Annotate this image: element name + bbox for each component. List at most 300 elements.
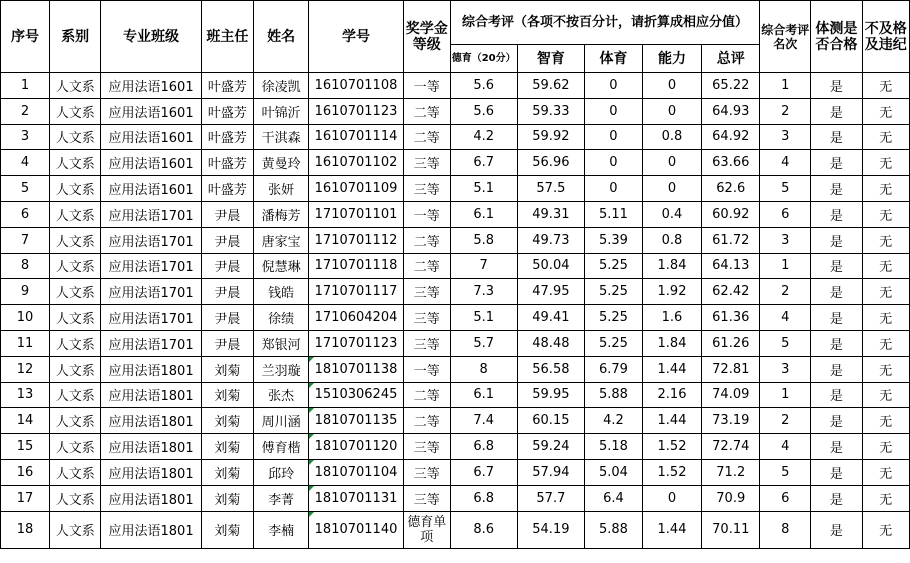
cell-dept: 人文系 xyxy=(49,227,100,253)
cell-class: 应用法语1701 xyxy=(101,253,201,279)
cell-fitness: 是 xyxy=(811,201,862,227)
cell-ability: 1.84 xyxy=(642,253,702,279)
cell-dept: 人文系 xyxy=(49,330,100,356)
cell-violation: 无 xyxy=(862,356,909,382)
cell-ability: 0.8 xyxy=(642,124,702,150)
cell-intellect: 57.5 xyxy=(517,176,585,202)
cell-sports: 5.25 xyxy=(585,330,643,356)
cell-award: 二等 xyxy=(403,124,450,150)
cell-intellect: 59.95 xyxy=(517,382,585,408)
cell-class: 应用法语1801 xyxy=(101,511,201,548)
cell-sports: 0 xyxy=(585,73,643,99)
cell-fitness: 是 xyxy=(811,253,862,279)
header-moral: 德育（20分） xyxy=(450,45,517,73)
cell-ability: 0.4 xyxy=(642,201,702,227)
cell-student-id: 1710701101 xyxy=(309,201,403,227)
table-row xyxy=(1,434,910,460)
cell-rank: 3 xyxy=(760,356,811,382)
cell-name: 傅育楷 xyxy=(254,434,309,460)
cell-rank: 6 xyxy=(760,201,811,227)
cell-dept: 人文系 xyxy=(49,124,100,150)
cell-sports: 0 xyxy=(585,124,643,150)
cell-dept: 人文系 xyxy=(49,150,100,176)
cell-class: 应用法语1801 xyxy=(101,382,201,408)
cell-sports: 5.39 xyxy=(585,227,643,253)
cell-advisor: 刘菊 xyxy=(201,408,253,434)
cell-total: 60.92 xyxy=(702,201,760,227)
cell-name: 唐家宝 xyxy=(254,227,309,253)
cell-advisor: 叶盛芳 xyxy=(201,176,253,202)
cell-violation: 无 xyxy=(862,382,909,408)
cell-class: 应用法语1601 xyxy=(101,176,201,202)
cell-ability: 2.16 xyxy=(642,382,702,408)
cell-moral: 7.4 xyxy=(450,408,517,434)
cell-violation: 无 xyxy=(862,305,909,331)
cell-seq: 9 xyxy=(1,279,50,305)
cell-advisor: 刘菊 xyxy=(201,382,253,408)
table-row xyxy=(1,73,910,99)
table-row xyxy=(1,305,910,331)
cell-award: 德育单项 xyxy=(403,511,450,548)
cell-advisor: 叶盛芳 xyxy=(201,150,253,176)
cell-student-id: 1810701104 xyxy=(309,459,403,485)
table-row xyxy=(1,150,910,176)
cell-award: 二等 xyxy=(403,408,450,434)
cell-ability: 0 xyxy=(642,98,702,124)
cell-fitness: 是 xyxy=(811,459,862,485)
cell-violation: 无 xyxy=(862,459,909,485)
cell-total: 70.9 xyxy=(702,485,760,511)
cell-name: 干淇森 xyxy=(254,124,309,150)
cell-advisor: 刘菊 xyxy=(201,511,253,548)
cell-ability: 1.84 xyxy=(642,330,702,356)
cell-moral: 6.7 xyxy=(450,150,517,176)
cell-award: 三等 xyxy=(403,459,450,485)
cell-seq: 7 xyxy=(1,227,50,253)
cell-intellect: 50.04 xyxy=(517,253,585,279)
cell-seq: 18 xyxy=(1,511,50,548)
cell-total: 62.42 xyxy=(702,279,760,305)
header-advisor: 班主任 xyxy=(201,1,253,73)
cell-intellect: 59.24 xyxy=(517,434,585,460)
cell-fitness: 是 xyxy=(811,73,862,99)
cell-award: 三等 xyxy=(403,176,450,202)
cell-dept: 人文系 xyxy=(49,176,100,202)
cell-class: 应用法语1801 xyxy=(101,408,201,434)
cell-class: 应用法语1701 xyxy=(101,227,201,253)
cell-violation: 无 xyxy=(862,176,909,202)
cell-seq: 1 xyxy=(1,73,50,99)
cell-sports: 0 xyxy=(585,98,643,124)
cell-sports: 5.25 xyxy=(585,305,643,331)
cell-seq: 3 xyxy=(1,124,50,150)
cell-moral: 7 xyxy=(450,253,517,279)
cell-student-id: 1710701123 xyxy=(309,330,403,356)
cell-ability: 0.8 xyxy=(642,227,702,253)
cell-intellect: 60.15 xyxy=(517,408,585,434)
cell-violation: 无 xyxy=(862,279,909,305)
cell-fitness: 是 xyxy=(811,511,862,548)
cell-award: 三等 xyxy=(403,485,450,511)
cell-rank: 6 xyxy=(760,485,811,511)
cell-advisor: 刘菊 xyxy=(201,485,253,511)
cell-intellect: 49.73 xyxy=(517,227,585,253)
cell-class: 应用法语1801 xyxy=(101,434,201,460)
cell-name: 叶锦沂 xyxy=(254,98,309,124)
cell-student-id: 1710701118 xyxy=(309,253,403,279)
cell-sports: 0 xyxy=(585,150,643,176)
cell-intellect: 54.19 xyxy=(517,511,585,548)
header-composite: 综合考评（各项不按百分计，请折算成相应分值） xyxy=(450,1,760,45)
cell-intellect: 47.95 xyxy=(517,279,585,305)
cell-dept: 人文系 xyxy=(49,434,100,460)
cell-moral: 6.1 xyxy=(450,382,517,408)
cell-rank: 3 xyxy=(760,124,811,150)
cell-intellect: 59.62 xyxy=(517,73,585,99)
table-row xyxy=(1,330,910,356)
header-intellect: 智育 xyxy=(517,45,585,73)
cell-moral: 6.8 xyxy=(450,485,517,511)
cell-seq: 15 xyxy=(1,434,50,460)
table-row xyxy=(1,253,910,279)
cell-total: 64.13 xyxy=(702,253,760,279)
cell-class: 应用法语1801 xyxy=(101,459,201,485)
cell-moral: 5.6 xyxy=(450,73,517,99)
cell-award: 二等 xyxy=(403,382,450,408)
cell-award: 三等 xyxy=(403,150,450,176)
cell-rank: 4 xyxy=(760,434,811,460)
cell-total: 64.93 xyxy=(702,98,760,124)
cell-advisor: 尹晨 xyxy=(201,201,253,227)
cell-name: 黄曼玲 xyxy=(254,150,309,176)
cell-name: 李楠 xyxy=(254,511,309,548)
cell-student-id: 1710701117 xyxy=(309,279,403,305)
cell-total: 61.26 xyxy=(702,330,760,356)
cell-name: 张妍 xyxy=(254,176,309,202)
cell-rank: 2 xyxy=(760,98,811,124)
cell-violation: 无 xyxy=(862,98,909,124)
cell-moral: 4.2 xyxy=(450,124,517,150)
cell-advisor: 尹晨 xyxy=(201,227,253,253)
cell-fitness: 是 xyxy=(811,408,862,434)
cell-violation: 无 xyxy=(862,201,909,227)
cell-dept: 人文系 xyxy=(49,305,100,331)
header-seq: 序号 xyxy=(1,1,50,73)
cell-total: 64.92 xyxy=(702,124,760,150)
cell-name: 邱玲 xyxy=(254,459,309,485)
cell-student-id: 1610701114 xyxy=(309,124,403,150)
cell-fitness: 是 xyxy=(811,176,862,202)
cell-class: 应用法语1601 xyxy=(101,98,201,124)
cell-rank: 8 xyxy=(760,511,811,548)
cell-class: 应用法语1701 xyxy=(101,330,201,356)
cell-dept: 人文系 xyxy=(49,98,100,124)
cell-sports: 5.25 xyxy=(585,253,643,279)
cell-rank: 5 xyxy=(760,330,811,356)
cell-rank: 4 xyxy=(760,150,811,176)
cell-advisor: 刘菊 xyxy=(201,434,253,460)
cell-advisor: 叶盛芳 xyxy=(201,124,253,150)
table-row xyxy=(1,98,910,124)
cell-advisor: 尹晨 xyxy=(201,279,253,305)
cell-seq: 8 xyxy=(1,253,50,279)
cell-violation: 无 xyxy=(862,434,909,460)
cell-moral: 8 xyxy=(450,356,517,382)
cell-class: 应用法语1601 xyxy=(101,124,201,150)
cell-moral: 6.8 xyxy=(450,434,517,460)
cell-rank: 4 xyxy=(760,305,811,331)
cell-student-id: 1810701131 xyxy=(309,485,403,511)
table-row xyxy=(1,459,910,485)
cell-dept: 人文系 xyxy=(49,459,100,485)
cell-violation: 无 xyxy=(862,408,909,434)
cell-total: 70.11 xyxy=(702,511,760,548)
cell-seq: 16 xyxy=(1,459,50,485)
cell-violation: 无 xyxy=(862,330,909,356)
cell-moral: 6.7 xyxy=(450,459,517,485)
cell-seq: 6 xyxy=(1,201,50,227)
cell-advisor: 尹晨 xyxy=(201,330,253,356)
cell-total: 63.66 xyxy=(702,150,760,176)
cell-dept: 人文系 xyxy=(49,279,100,305)
cell-fitness: 是 xyxy=(811,485,862,511)
cell-name: 倪慧琳 xyxy=(254,253,309,279)
cell-ability: 0 xyxy=(642,485,702,511)
table-row xyxy=(1,227,910,253)
cell-dept: 人文系 xyxy=(49,73,100,99)
cell-advisor: 叶盛芳 xyxy=(201,73,253,99)
cell-intellect: 56.96 xyxy=(517,150,585,176)
cell-dept: 人文系 xyxy=(49,356,100,382)
cell-fitness: 是 xyxy=(811,124,862,150)
cell-fitness: 是 xyxy=(811,227,862,253)
cell-sports: 5.11 xyxy=(585,201,643,227)
cell-class: 应用法语1701 xyxy=(101,279,201,305)
header-student-id: 学号 xyxy=(309,1,403,73)
cell-sports: 6.4 xyxy=(585,485,643,511)
cell-student-id: 1710604204 xyxy=(309,305,403,331)
table-row xyxy=(1,382,910,408)
cell-violation: 无 xyxy=(862,511,909,548)
cell-award: 三等 xyxy=(403,434,450,460)
cell-total: 71.2 xyxy=(702,459,760,485)
cell-award: 一等 xyxy=(403,356,450,382)
cell-moral: 6.1 xyxy=(450,201,517,227)
cell-intellect: 49.31 xyxy=(517,201,585,227)
header-name: 姓名 xyxy=(254,1,309,73)
cell-moral: 7.3 xyxy=(450,279,517,305)
cell-seq: 4 xyxy=(1,150,50,176)
cell-student-id: 1810701138 xyxy=(309,356,403,382)
cell-sports: 4.2 xyxy=(585,408,643,434)
header-violation: 不及格及违纪 xyxy=(862,1,909,73)
cell-rank: 5 xyxy=(760,176,811,202)
cell-class: 应用法语1801 xyxy=(101,485,201,511)
cell-ability: 1.44 xyxy=(642,356,702,382)
cell-ability: 0 xyxy=(642,73,702,99)
cell-ability: 1.92 xyxy=(642,279,702,305)
cell-name: 钱皓 xyxy=(254,279,309,305)
cell-intellect: 57.94 xyxy=(517,459,585,485)
cell-ability: 1.44 xyxy=(642,408,702,434)
cell-seq: 5 xyxy=(1,176,50,202)
cell-award: 一等 xyxy=(403,201,450,227)
cell-rank: 1 xyxy=(760,73,811,99)
cell-sports: 5.88 xyxy=(585,511,643,548)
cell-ability: 0 xyxy=(642,176,702,202)
cell-total: 72.74 xyxy=(702,434,760,460)
cell-violation: 无 xyxy=(862,150,909,176)
cell-class: 应用法语1601 xyxy=(101,150,201,176)
cell-name: 徐绩 xyxy=(254,305,309,331)
header-class: 专业班级 xyxy=(101,1,201,73)
cell-rank: 2 xyxy=(760,408,811,434)
header-total: 总评 xyxy=(702,45,760,73)
cell-seq: 11 xyxy=(1,330,50,356)
cell-award: 二等 xyxy=(403,227,450,253)
cell-seq: 12 xyxy=(1,356,50,382)
cell-award: 三等 xyxy=(403,305,450,331)
cell-moral: 5.7 xyxy=(450,330,517,356)
cell-intellect: 49.41 xyxy=(517,305,585,331)
cell-name: 李菁 xyxy=(254,485,309,511)
cell-name: 郑银河 xyxy=(254,330,309,356)
cell-fitness: 是 xyxy=(811,330,862,356)
cell-rank: 2 xyxy=(760,279,811,305)
cell-class: 应用法语1701 xyxy=(101,201,201,227)
cell-fitness: 是 xyxy=(811,305,862,331)
cell-advisor: 刘菊 xyxy=(201,356,253,382)
cell-student-id: 1610701102 xyxy=(309,150,403,176)
cell-total: 62.6 xyxy=(702,176,760,202)
cell-name: 潘梅芳 xyxy=(254,201,309,227)
cell-total: 73.19 xyxy=(702,408,760,434)
cell-seq: 2 xyxy=(1,98,50,124)
cell-name: 张杰 xyxy=(254,382,309,408)
table-row xyxy=(1,279,910,305)
table-row xyxy=(1,408,910,434)
cell-name: 周川涵 xyxy=(254,408,309,434)
cell-ability: 1.6 xyxy=(642,305,702,331)
cell-total: 61.36 xyxy=(702,305,760,331)
cell-sports: 5.88 xyxy=(585,382,643,408)
cell-seq: 17 xyxy=(1,485,50,511)
table-row xyxy=(1,176,910,202)
cell-student-id: 1610701109 xyxy=(309,176,403,202)
cell-dept: 人文系 xyxy=(49,485,100,511)
cell-award: 三等 xyxy=(403,330,450,356)
cell-fitness: 是 xyxy=(811,356,862,382)
cell-total: 74.09 xyxy=(702,382,760,408)
table-row xyxy=(1,201,910,227)
cell-fitness: 是 xyxy=(811,382,862,408)
cell-total: 72.81 xyxy=(702,356,760,382)
cell-student-id: 1610701108 xyxy=(309,73,403,99)
cell-award: 一等 xyxy=(403,73,450,99)
cell-sports: 0 xyxy=(585,176,643,202)
cell-student-id: 1810701120 xyxy=(309,434,403,460)
cell-moral: 5.1 xyxy=(450,305,517,331)
cell-student-id: 1810701140 xyxy=(309,511,403,548)
cell-student-id: 1610701123 xyxy=(309,98,403,124)
table-row xyxy=(1,356,910,382)
cell-violation: 无 xyxy=(862,485,909,511)
table-row xyxy=(1,124,910,150)
cell-moral: 5.1 xyxy=(450,176,517,202)
cell-violation: 无 xyxy=(862,124,909,150)
cell-seq: 14 xyxy=(1,408,50,434)
cell-advisor: 叶盛芳 xyxy=(201,98,253,124)
cell-rank: 5 xyxy=(760,459,811,485)
cell-seq: 13 xyxy=(1,382,50,408)
cell-intellect: 57.7 xyxy=(517,485,585,511)
cell-intellect: 59.92 xyxy=(517,124,585,150)
cell-intellect: 48.48 xyxy=(517,330,585,356)
cell-student-id: 1510306245 xyxy=(309,382,403,408)
header-rank: 综合考评名次 xyxy=(760,1,811,73)
cell-dept: 人文系 xyxy=(49,511,100,548)
cell-rank: 1 xyxy=(760,253,811,279)
cell-student-id: 1810701135 xyxy=(309,408,403,434)
cell-dept: 人文系 xyxy=(49,253,100,279)
cell-sports: 5.04 xyxy=(585,459,643,485)
header-ability: 能力 xyxy=(642,45,702,73)
cell-moral: 5.8 xyxy=(450,227,517,253)
cell-advisor: 刘菊 xyxy=(201,459,253,485)
cell-intellect: 59.33 xyxy=(517,98,585,124)
header-fitness: 体测是否合格 xyxy=(811,1,862,73)
cell-dept: 人文系 xyxy=(49,382,100,408)
table-row xyxy=(1,511,910,548)
cell-advisor: 尹晨 xyxy=(201,305,253,331)
header-sports: 体育 xyxy=(585,45,643,73)
cell-ability: 0 xyxy=(642,150,702,176)
table-row xyxy=(1,485,910,511)
cell-name: 兰羽璇 xyxy=(254,356,309,382)
cell-total: 61.72 xyxy=(702,227,760,253)
cell-award: 二等 xyxy=(403,253,450,279)
cell-student-id: 1710701112 xyxy=(309,227,403,253)
cell-dept: 人文系 xyxy=(49,201,100,227)
cell-fitness: 是 xyxy=(811,98,862,124)
cell-moral: 5.6 xyxy=(450,98,517,124)
cell-fitness: 是 xyxy=(811,150,862,176)
cell-class: 应用法语1701 xyxy=(101,305,201,331)
cell-total: 65.22 xyxy=(702,73,760,99)
cell-violation: 无 xyxy=(862,253,909,279)
cell-award: 二等 xyxy=(403,98,450,124)
cell-fitness: 是 xyxy=(811,434,862,460)
cell-rank: 3 xyxy=(760,227,811,253)
cell-fitness: 是 xyxy=(811,279,862,305)
cell-dept: 人文系 xyxy=(49,408,100,434)
cell-ability: 1.44 xyxy=(642,511,702,548)
cell-advisor: 尹晨 xyxy=(201,253,253,279)
cell-seq: 10 xyxy=(1,305,50,331)
cell-sports: 6.79 xyxy=(585,356,643,382)
cell-moral: 8.6 xyxy=(450,511,517,548)
cell-ability: 1.52 xyxy=(642,459,702,485)
cell-class: 应用法语1601 xyxy=(101,73,201,99)
header-award: 奖学金等级 xyxy=(403,1,450,73)
cell-violation: 无 xyxy=(862,227,909,253)
cell-intellect: 56.58 xyxy=(517,356,585,382)
cell-sports: 5.18 xyxy=(585,434,643,460)
cell-name: 徐凌凯 xyxy=(254,73,309,99)
cell-award: 三等 xyxy=(403,279,450,305)
cell-violation: 无 xyxy=(862,73,909,99)
cell-sports: 5.25 xyxy=(585,279,643,305)
